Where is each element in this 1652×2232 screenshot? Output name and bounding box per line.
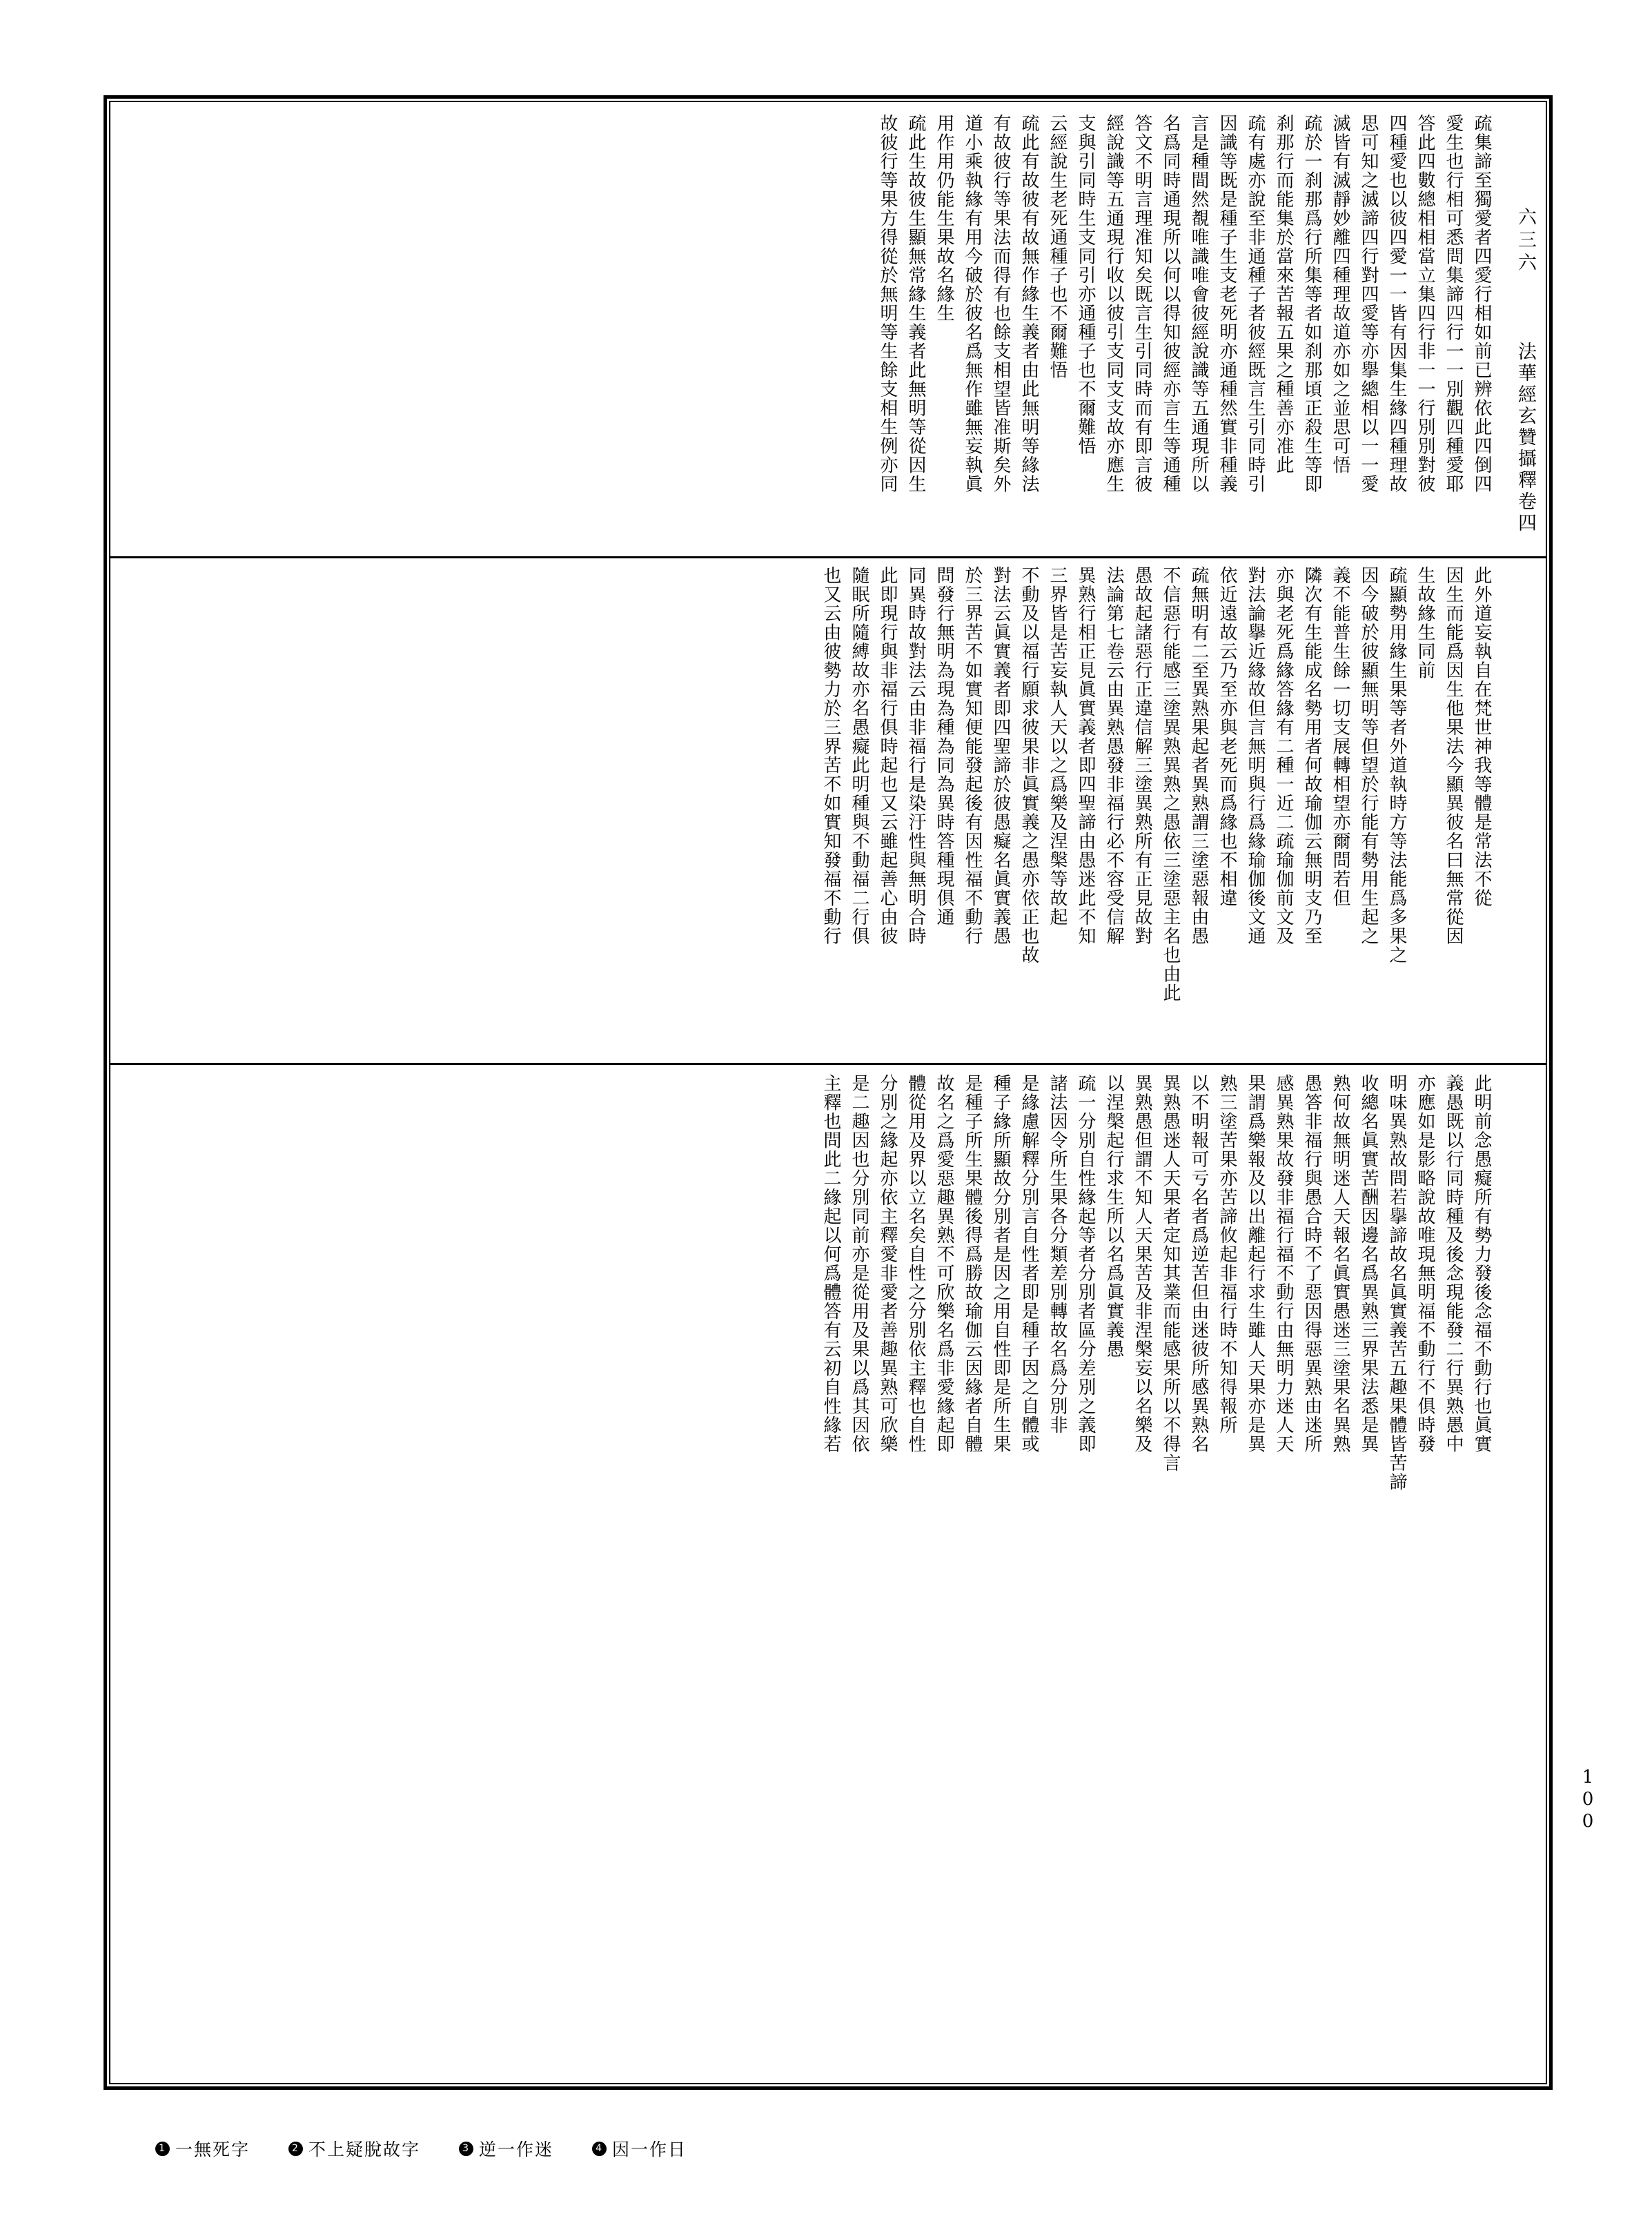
text-column: 答此四數總相相當立集四行非一一行別別對彼 bbox=[1415, 114, 1435, 493]
text-band-1 bbox=[121, 114, 1494, 545]
text-column: 熟三塗苦果亦苦諦攸起非福行時不知得報所 bbox=[1217, 1074, 1237, 1435]
footnote-marker-icon: 4 bbox=[592, 2142, 607, 2156]
text-column: 主釋也問此二緣起以何爲體答有云初自性緣若 bbox=[820, 1074, 841, 1453]
text-column: 亦與老死爲緣答緣有二種一近二疏瑜伽前文及 bbox=[1273, 566, 1294, 946]
footnote-item bbox=[288, 2136, 420, 2161]
text-column: 熟何故無明迷人天報名眞實愚迷三塗果名異熟 bbox=[1330, 1074, 1350, 1453]
text-column: 疏一分別自性緣起等者分別者區分差別之義即 bbox=[1075, 1074, 1096, 1453]
text-column: 支與引同時生支同引亦通種子也不爾難悟 bbox=[1075, 114, 1096, 456]
band-divider-1 bbox=[110, 556, 1546, 558]
text-column: 體從用及界以立名矣自性之分別依主釋也自性 bbox=[905, 1074, 926, 1453]
text-column: 不信惡行能感三塗異熟異熟之愚依三塗惡主名也由此 bbox=[1160, 566, 1181, 1003]
text-column: 於三界苦不如實知便能發起後有因性福不動行 bbox=[962, 566, 983, 946]
text-column: 隨眠所隨縛故亦名愚癡此明種與不動福二行俱 bbox=[849, 566, 869, 946]
text-column: 分別之緣起亦依主釋愛非愛者善趣異熟可欣樂 bbox=[877, 1074, 898, 1453]
text-column: 問發行無明為現為種為同為異時答種現俱通 bbox=[934, 566, 954, 927]
text-column: 愚故起諸惡行正違信解三塗異熟所有正見故對 bbox=[1132, 566, 1152, 946]
text-column: 答文不明言理准知矣既言生引同時而有即言彼 bbox=[1132, 114, 1152, 493]
footnote-item bbox=[155, 2136, 250, 2161]
text-column: 異熟愚迷人天果者定知其業而能感果所以不得言 bbox=[1160, 1074, 1181, 1473]
text-column: 此明前念愚癡所有勢力發後念福不動行也眞實 bbox=[1471, 1074, 1492, 1453]
text-column: 是二趣因也分別同前亦是從用及果以爲其因依 bbox=[849, 1074, 869, 1453]
text-column: 以涅槃起行求生所以名爲眞實義愚 bbox=[1103, 1074, 1124, 1359]
text-column: 云經說生老死通種子也不爾難悟 bbox=[1047, 114, 1068, 380]
text-column: 異熟愚但謂不知人天果苦及非涅槃妄以名樂及 bbox=[1132, 1074, 1152, 1453]
text-column: 亦應如是影略說故唯現無明福不動行不俱時發 bbox=[1415, 1074, 1435, 1453]
text-column: 此外道妄執自在梵世神我等體是常法不從 bbox=[1471, 566, 1492, 908]
text-column: 同異時故對法云由非福行是染汙性與無明合時 bbox=[905, 566, 926, 946]
running-head bbox=[1500, 207, 1536, 534]
footnote-marker-icon: 1 bbox=[155, 2142, 170, 2156]
text-column: 因生而能爲因生他果法今顯異彼名曰無常從因 bbox=[1443, 566, 1464, 946]
footnote-marker-icon: 3 bbox=[459, 2142, 473, 2156]
footnote-text: 逆一作迷 bbox=[479, 2140, 554, 2160]
text-band-2 bbox=[121, 566, 1494, 1053]
text-column: 四種愛也以彼四愛一一皆有因集生緣四種理故 bbox=[1386, 114, 1407, 493]
text-column: 疏此生故彼生顯無常緣生義者此無明等從因生 bbox=[905, 114, 926, 493]
text-column: 有故彼行等果法而得有也餘支相望皆准斯矣外 bbox=[990, 114, 1011, 493]
text-column: 明味異熟故問若擧諦故名眞實義苦五趣果體皆苦諦 bbox=[1386, 1074, 1407, 1491]
text-column: 經說識等五通現行收以彼引支同支支故亦應生 bbox=[1103, 114, 1124, 493]
text-column: 疏集諦至獨愛者四愛行相如前已辨依此四倒四 bbox=[1471, 114, 1492, 493]
text-column: 異熟行相正見眞實義者即四聖諦由愚迷此不知 bbox=[1075, 566, 1096, 946]
text-column: 對法云眞實義者即四聖諦於彼愚癡名眞實義愚 bbox=[990, 566, 1011, 946]
text-column: 思可知之滅諦四行對四愛等亦擧總相以一一愛 bbox=[1358, 114, 1379, 493]
text-column: 道小乘執緣有用今破於彼名爲無作雖無妄執眞 bbox=[962, 114, 983, 493]
text-column: 滅皆有滅靜妙離四種理故道亦如之並思可悟 bbox=[1330, 114, 1350, 475]
text-column: 愚答非福行與愚合時不了惡因得惡異熟由迷所 bbox=[1301, 1074, 1322, 1453]
footnote-item bbox=[459, 2136, 553, 2161]
text-column: 故彼行等果方得從於無明等生餘支相生例亦同 bbox=[877, 114, 898, 493]
footnote-item bbox=[592, 2136, 687, 2161]
page-number-cjk: 六三六 bbox=[1515, 207, 1536, 275]
text-column: 言是種間然覩唯識唯會彼經說識等五通現所以 bbox=[1188, 114, 1209, 493]
text-column: 生故緣生同前 bbox=[1415, 566, 1435, 680]
footnote-text: 一無死字 bbox=[175, 2140, 250, 2160]
text-column: 依近遠故云乃至亦與老死而爲緣也不相違 bbox=[1217, 566, 1237, 908]
text-column: 收總名眞實苦酬因邊名爲異熟三界果法悉是異 bbox=[1358, 1074, 1379, 1453]
text-column: 刹那行而能集於當來苦報五果之種善亦准此 bbox=[1273, 114, 1294, 475]
text-column: 是緣慮解釋分別言自性者即是種子因之自體或 bbox=[1019, 1074, 1039, 1453]
text-column: 以不明報可亏名者爲逆苦但由迷彼所感異熟名 bbox=[1188, 1074, 1209, 1453]
text-column: 因今破於彼顯無明等但望於行能有勢用生起之 bbox=[1358, 566, 1379, 946]
running-title: 法華經玄贊攝釋卷四 bbox=[1515, 342, 1536, 534]
footnote-text: 不上疑脫故字 bbox=[308, 2140, 421, 2160]
text-column: 疏顯勢用緣生果等者外道執時方等法能爲多果之 bbox=[1386, 566, 1407, 965]
text-column: 對法論擧近緣故但言無明與行爲緣瑜伽後文通 bbox=[1245, 566, 1266, 946]
band-divider-2 bbox=[110, 1063, 1546, 1065]
text-column: 法論第七卷云由異熟愚發非福行必不容受信解 bbox=[1103, 566, 1124, 946]
text-column: 疏此有故彼有故無作緣生義者由此無明等緣法 bbox=[1019, 114, 1039, 493]
text-column: 故名之爲愛惡趣異熟不可欣樂名爲非愛緣起即 bbox=[934, 1074, 954, 1453]
text-column: 不動及以福行願求彼果非眞實義之愚亦依正也故 bbox=[1019, 566, 1039, 965]
footnote-strip bbox=[155, 2136, 1466, 2161]
text-column: 疏無明有二至異熟果起者異熟謂三塗惡報由愚 bbox=[1188, 566, 1209, 946]
text-column: 愛生也行相可悉問集諦四行一一別觀四種愛耶 bbox=[1443, 114, 1464, 493]
text-column: 也又云由彼勢力於三界苦不如實知發福不動行 bbox=[820, 566, 841, 946]
text-column: 此即現行與非福行俱時起也又云雖起善心由彼 bbox=[877, 566, 898, 946]
text-column: 名爲同時通現所以何以得知彼經亦言生等通種 bbox=[1160, 114, 1181, 493]
text-column: 種子緣所顯故分別者是因之用自性即是所生果 bbox=[990, 1074, 1011, 1453]
text-column: 隣次有生能成名勢用者何故瑜伽云無明支乃至 bbox=[1301, 566, 1322, 946]
text-column: 是種子所生果體後得爲勝故瑜伽云因緣者自體 bbox=[962, 1074, 983, 1453]
text-column: 義不能普生餘一切支展轉相望亦爾問若但 bbox=[1330, 566, 1350, 908]
text-column: 用作用仍能生果故名緣生 bbox=[934, 114, 954, 323]
text-column: 諸法因令所生果各分類差別轉故名爲分別非 bbox=[1047, 1074, 1068, 1435]
footnote-text: 因一作日 bbox=[612, 2140, 687, 2160]
text-column: 感異熟果故發非福行福不動行由無明力迷人天 bbox=[1273, 1074, 1294, 1453]
side-page-number: 100 bbox=[1577, 1767, 1598, 1833]
footnote-marker-icon: 2 bbox=[288, 2142, 303, 2156]
text-column: 疏有處亦說至非通種子者彼經既言生引同時引 bbox=[1245, 114, 1266, 493]
text-column: 因識等既是種子生支老死明亦通種然實非種義 bbox=[1217, 114, 1237, 493]
text-column: 果謂爲樂報及以出離起行求生雖人天果亦是異 bbox=[1245, 1074, 1266, 1453]
text-column: 義愚既以行同時種及後念現能發二行異熟愚中 bbox=[1443, 1074, 1464, 1453]
text-band-3 bbox=[121, 1074, 1494, 2075]
text-column: 疏於一刹那爲行所集等者如刹那頃正殺生等即 bbox=[1301, 114, 1322, 493]
text-column: 三界皆是苦妄執人天以之爲樂及涅槃等故起 bbox=[1047, 566, 1068, 927]
